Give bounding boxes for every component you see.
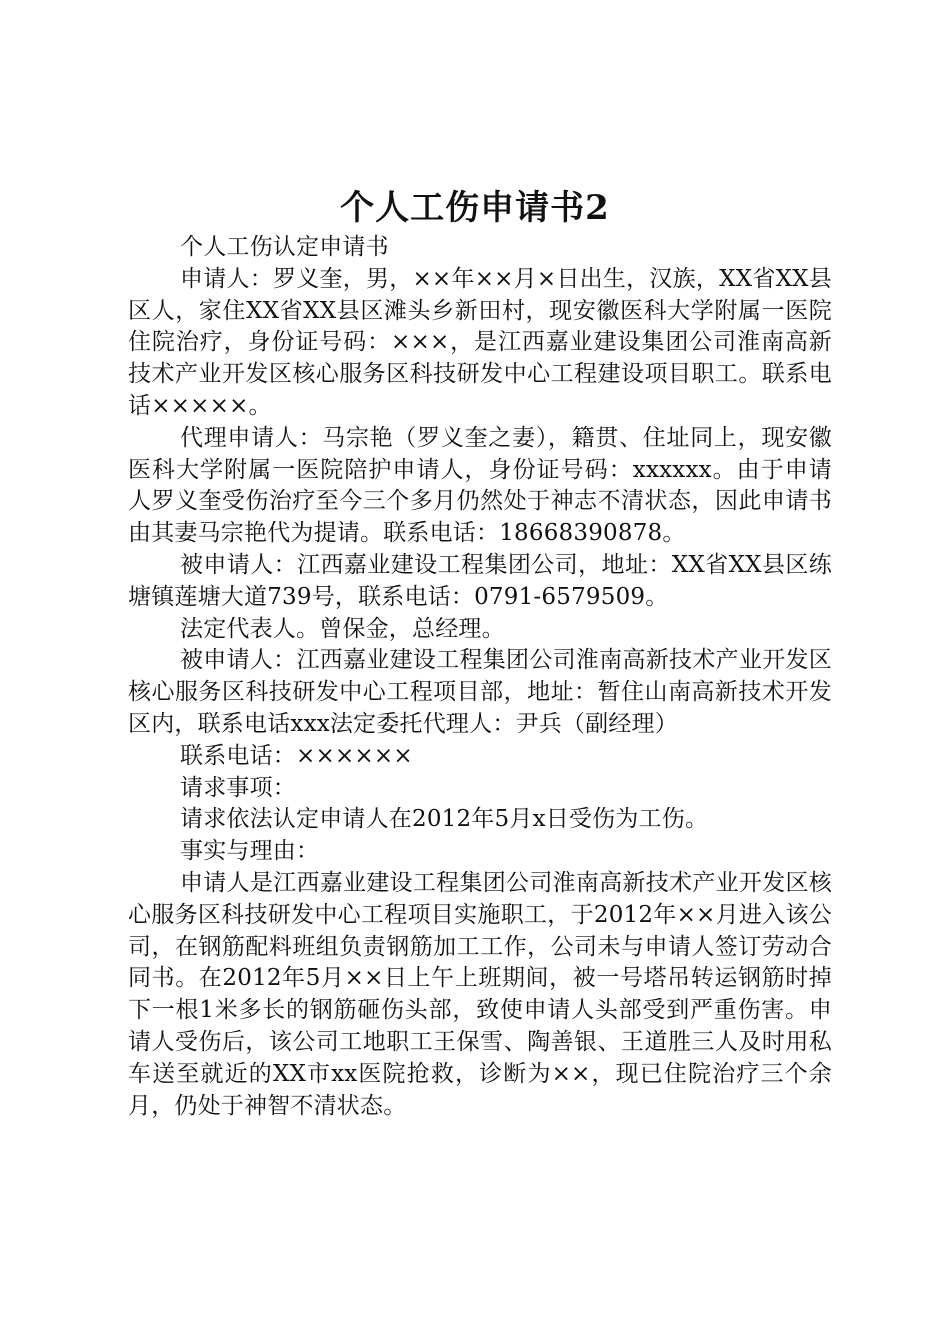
paragraph-subtitle: 个人工伤认定申请书 — [180, 234, 389, 260]
document-body — [128, 232, 832, 1122]
paragraph-legal-representative: 法定代表人。曾保金，总经理。 — [180, 615, 505, 642]
paragraph-facts-heading: 事实与理由： — [180, 838, 320, 865]
paragraph-applicant: 申请人：罗义奎，男，××年××月×日出生，汉族，XX省XX县区人，家住XX省XX县区滩头乡新田村，现安徽医科大学附属一医院住院治疗，身份证号码：×××，是江西嘉业建设集团公司淮南高新技术产业开发区核心服务区科技研发中心工程建设项目职工。联系电话×××××。 — [128, 265, 832, 419]
document-title: 个人工伤申请书2 — [340, 188, 610, 228]
paragraph-respondent-company: 被申请人：江西嘉业建设工程集团公司，地址：XX省XX县区练塘镇莲塘大道739号，联系电话：0791-6579509。 — [128, 551, 832, 610]
paragraph-request-content: 请求依法认定申请人在2012年5月x日受伤为工伤。 — [180, 806, 709, 833]
paragraph-contact-phone: 联系电话：×××××× — [180, 742, 413, 769]
paragraph-request-heading: 请求事项： — [180, 774, 296, 801]
paragraph-facts-content: 申请人是江西嘉业建设工程集团公司淮南高新技术产业开发区核心服务区科技研发中心工程项目实施职工，于2012年××月进入该公司，在钢筋配料班组负责钢筋加工工作，公司未与申请人签订劳动合同书。在2012年5月××日上午上班期间，被一号塔吊转运钢筋时掉下一根1米多长的钢筋砸伤头部，致使申请人头部受到严重伤害。申请人受伤后，该公司工地职工王保雪、陶善银、王道胜三人及时用私车送至就近的XX市xx医院抢救，诊断为××，现已住院治疗三个余月，仍处于神智不清状态。 — [128, 869, 832, 1119]
paragraph-agent-applicant: 代理申请人：马宗艳（罗义奎之妻），籍贯、住址同上，现安徽医科大学附属一医院陪护申请人，身份证号码：xxxxxx。由于申请人罗义奎受伤治疗至今三个多月仍然处于神志不清状态，因此申请书由其妻马宗艳代为提请。联系电话：18668390878。 — [128, 424, 832, 547]
paragraph-respondent-project: 被申请人：江西嘉业建设工程集团公司淮南高新技术产业开发区核心服务区科技研发中心工程项目部，地址：暂住山南高新技术开发区内，联系电话xxx法定委托代理人：尹兵（副经理） — [128, 647, 832, 737]
